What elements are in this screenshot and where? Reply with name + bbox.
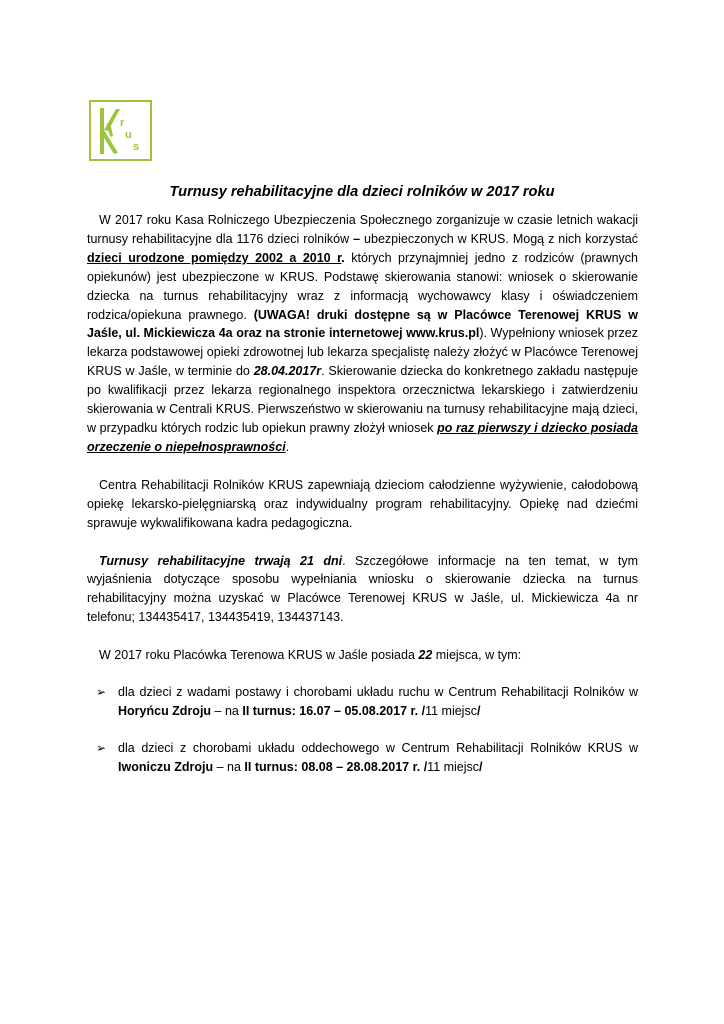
- turnus-dates: II turnus: 16.07 – 05.08.2017 r. /: [242, 703, 426, 718]
- paragraph-centers: Centra Rehabilitacji Rolników KRUS zapewniają dzieciom całodzienne wyżywienie, całodobową opiekę lekarsko-pielęgniarską oraz indywidualny program rehabilitacyjny. Opiekę nad dziećmi sprawuje wykwalifikowana kadra pedagogiczna.: [87, 477, 638, 530]
- places-count: 22: [418, 648, 433, 663]
- text-span: 11 miejsc: [425, 703, 477, 718]
- text-span: dla dzieci z chorobami układu oddechowego w Centrum Rehabilitacji Rolników KRUS w: [118, 740, 638, 755]
- document-body: [87, 211, 638, 777]
- text-span: ubezpieczonych w KRUS. Mogą z nich korzystać: [360, 231, 639, 246]
- krus-logo: [89, 100, 152, 161]
- text-span: dla dzieci z wadami postawy i chorobami układu ruchu w Centrum Rehabilitacji Rolników w: [118, 685, 638, 700]
- paragraph-intro: [87, 211, 638, 457]
- text-span: .: [285, 439, 290, 454]
- text-span: – na: [213, 759, 245, 774]
- svg-text:r: r: [120, 117, 125, 129]
- deadline-date: 28.04.2017r: [253, 364, 322, 379]
- notice-forms: (UWAGA! druki dostępne są w Placówce Terenowej KRUS w Jaśle, ul. Mickiewicza 4a oraz na stronie internetowej www.krus.pl: [87, 307, 639, 341]
- list-item: [87, 739, 638, 777]
- paragraph-duration: [87, 552, 638, 628]
- text-span: W 2017 roku Kasa Rolniczego Ubezpieczenia Społecznego zorganizuje w czasie letnich wakacji turnusy rehabilitacyjne dla 1176 dzieci rolników: [87, 213, 638, 246]
- priority-condition: po raz pierwszy i dziecko posiada orzeczenie o niepełnosprawności: [87, 420, 638, 454]
- text-span: W 2017 roku Placówka Terenowa KRUS w Jaśle posiada: [99, 648, 419, 663]
- location-name: Horyńcu Zdroju: [118, 703, 212, 718]
- duration-highlight: Turnusy rehabilitacyjne trwają 21 dni: [99, 553, 343, 568]
- text-span: – na: [211, 703, 243, 718]
- arrow-bullet-icon: ➢: [96, 740, 107, 755]
- text-span: –: [353, 231, 361, 246]
- text-span: ). Wypełniony wniosek przez lekarza podstawowej opieki zdrowotnej lub lekarza specjalistę należy złożyć w Placówce Terenowej KRUS w Jaśle, w terminie do: [87, 326, 638, 379]
- text-span: 11 miejsc: [427, 759, 480, 774]
- page-title: Turnusy rehabilitacyjne dla dzieci rolników w 2017 roku: [169, 184, 555, 200]
- location-name: Iwoniczu Zdroju: [118, 759, 214, 774]
- paragraph-places: [87, 646, 638, 665]
- svg-text:s: s: [133, 141, 140, 153]
- text-span: . Skierowanie dziecka do konkretnego zakładu następuje po kwalifikacji przez lekarza regionalnego inspektora orzecznictwa lekarskiego i zatwierdzeniu skierowania w Centrali KRUS. Pierwszeństwo w skierowaniu na turnusy rehabilitacyjne mają dzieci, w przypadku których rodzic lub opiekun prawny złożył wniosek: [87, 364, 638, 435]
- text-span: /: [479, 759, 483, 774]
- svg-text:u: u: [125, 129, 132, 141]
- text-span: . Szczegółowe informacje na ten temat, w tym wyjaśnienia dotyczące sposobu wypełniania wniosku o skierowanie dziecka na turnus rehabilitacyjny można uzyskać w Placówce Terenowej KRUS w Jaśle, ul. Mickiewicza 4a nr telefonu; 134435417, 134435419, 134437143.: [87, 553, 638, 625]
- places-list: [87, 683, 638, 777]
- list-item: [87, 683, 638, 721]
- arrow-bullet-icon: ➢: [96, 685, 107, 700]
- turnus-dates: II turnus: 08.08 – 28.08.2017 r. /: [244, 759, 428, 774]
- text-span: których przynajmniej jedno z rodziców (prawnych opiekunów) jest ubezpieczone w KRUS. Podstawę skierowania stanowi: wniosek o skierowanie dziecka na turnus rehabilitacyjny wraz z informacją wychowawcy klasy i oświadczeniem rodzica/opiekuna prawnego.: [87, 250, 638, 322]
- text-span: miejsca, w tym:: [432, 648, 522, 663]
- text-span: /: [476, 703, 481, 718]
- birth-years-highlight: dzieci urodzone pomiędzy 2002 a 2010 r: [87, 250, 342, 265]
- text-span: .: [341, 250, 345, 265]
